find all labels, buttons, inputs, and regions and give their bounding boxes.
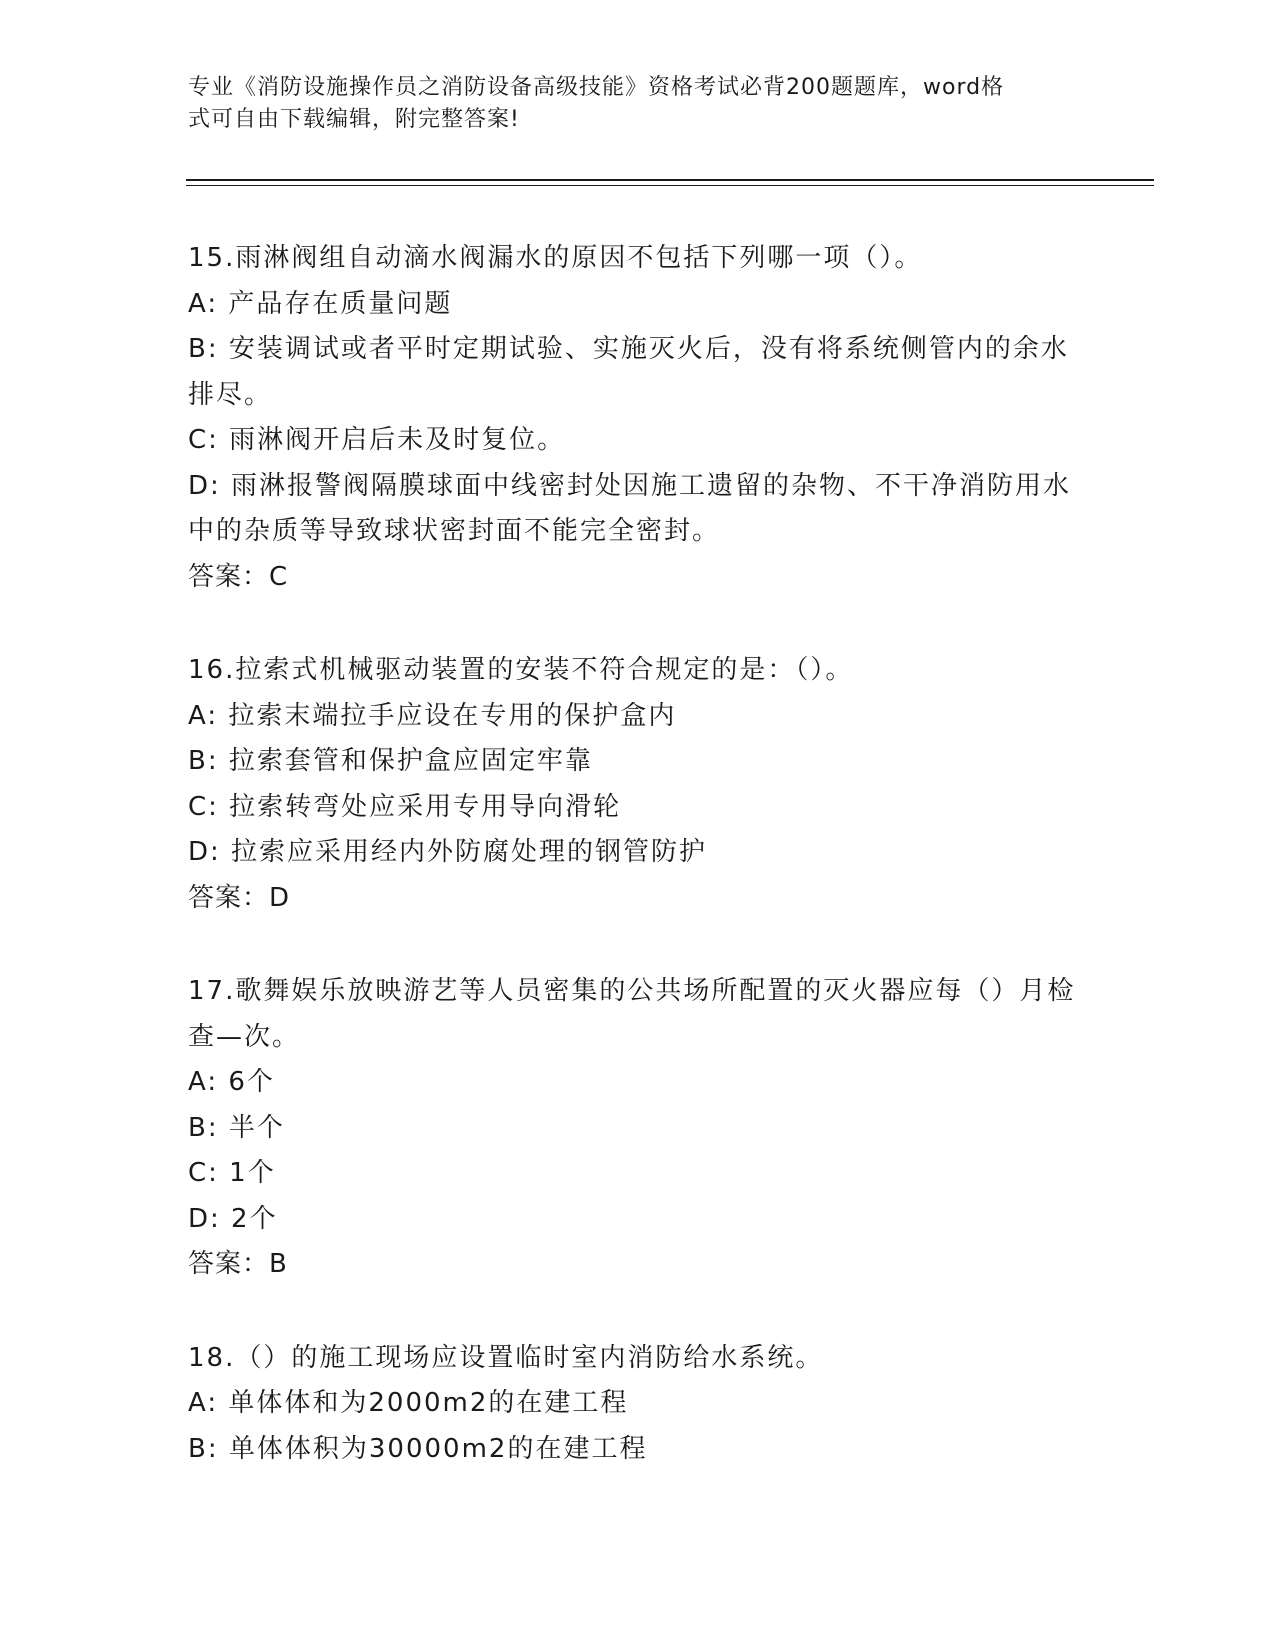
question-stem: 17.歌舞娱乐放映游艺等人员密集的公共场所配置的灭火器应每（）月检查—次。 [188,976,1076,1052]
question-18 [188,1336,1088,1473]
header-line-1: 专业《消防设施操作员之消防设备高级技能》资格考试必背200题题库，word格 [188,75,1005,100]
option-c: C: 1个 [188,1158,276,1188]
header-divider-thin [186,185,1154,186]
option-b: B: 拉索套管和保护盒应固定牢靠 [188,746,593,776]
option-a: A: 拉索末端拉手应设在专用的保护盒内 [188,700,677,731]
answer: 答案：B [188,1249,288,1279]
option-b: B: 安装调试或者平时定期试验、实施灭火后，没有将系统侧管内的余水排尽。 [188,334,1069,410]
document-header [188,72,1088,136]
question-stem: 16.拉索式机械驱动装置的安装不符合规定的是：（）。 [188,655,854,685]
question-list [188,236,1088,1520]
option-a: A: 单体体和为2000m2的在建工程 [188,1388,629,1418]
question-16 [188,648,1088,921]
option-d: D: 雨淋报警阀隔膜球面中线密封处因施工遗留的杂物、不干净消防用水中的杂质等导致球状密封面不能完全密封。 [188,470,1072,546]
option-a: A: 产品存在质量问题 [188,288,453,319]
question-stem: 18.（）的施工现场应设置临时室内消防给水系统。 [188,1342,824,1373]
answer: 答案：C [188,561,289,592]
header-line-2: 式可自由下载编辑，附完整答案! [188,107,520,132]
option-b: B: 单体体积为30000m2的在建工程 [188,1433,648,1464]
question-stem: 15.雨淋阀组自动滴水阀漏水的原因不包括下列哪一项（）。 [188,243,923,273]
question-17 [188,969,1088,1288]
option-d: D: 拉索应采用经内外防腐处理的钢管防护 [188,837,708,867]
option-c: C: 雨淋阀开启后未及时复位。 [188,425,566,455]
question-15 [188,236,1088,600]
answer: 答案：D [188,882,291,913]
option-d: D: 2个 [188,1203,278,1234]
header-divider-thick [186,179,1154,181]
option-c: C: 拉索转弯处应采用专用导向滑轮 [188,791,622,822]
option-a: A: 6个 [188,1067,275,1097]
option-b: B: 半个 [188,1112,285,1143]
